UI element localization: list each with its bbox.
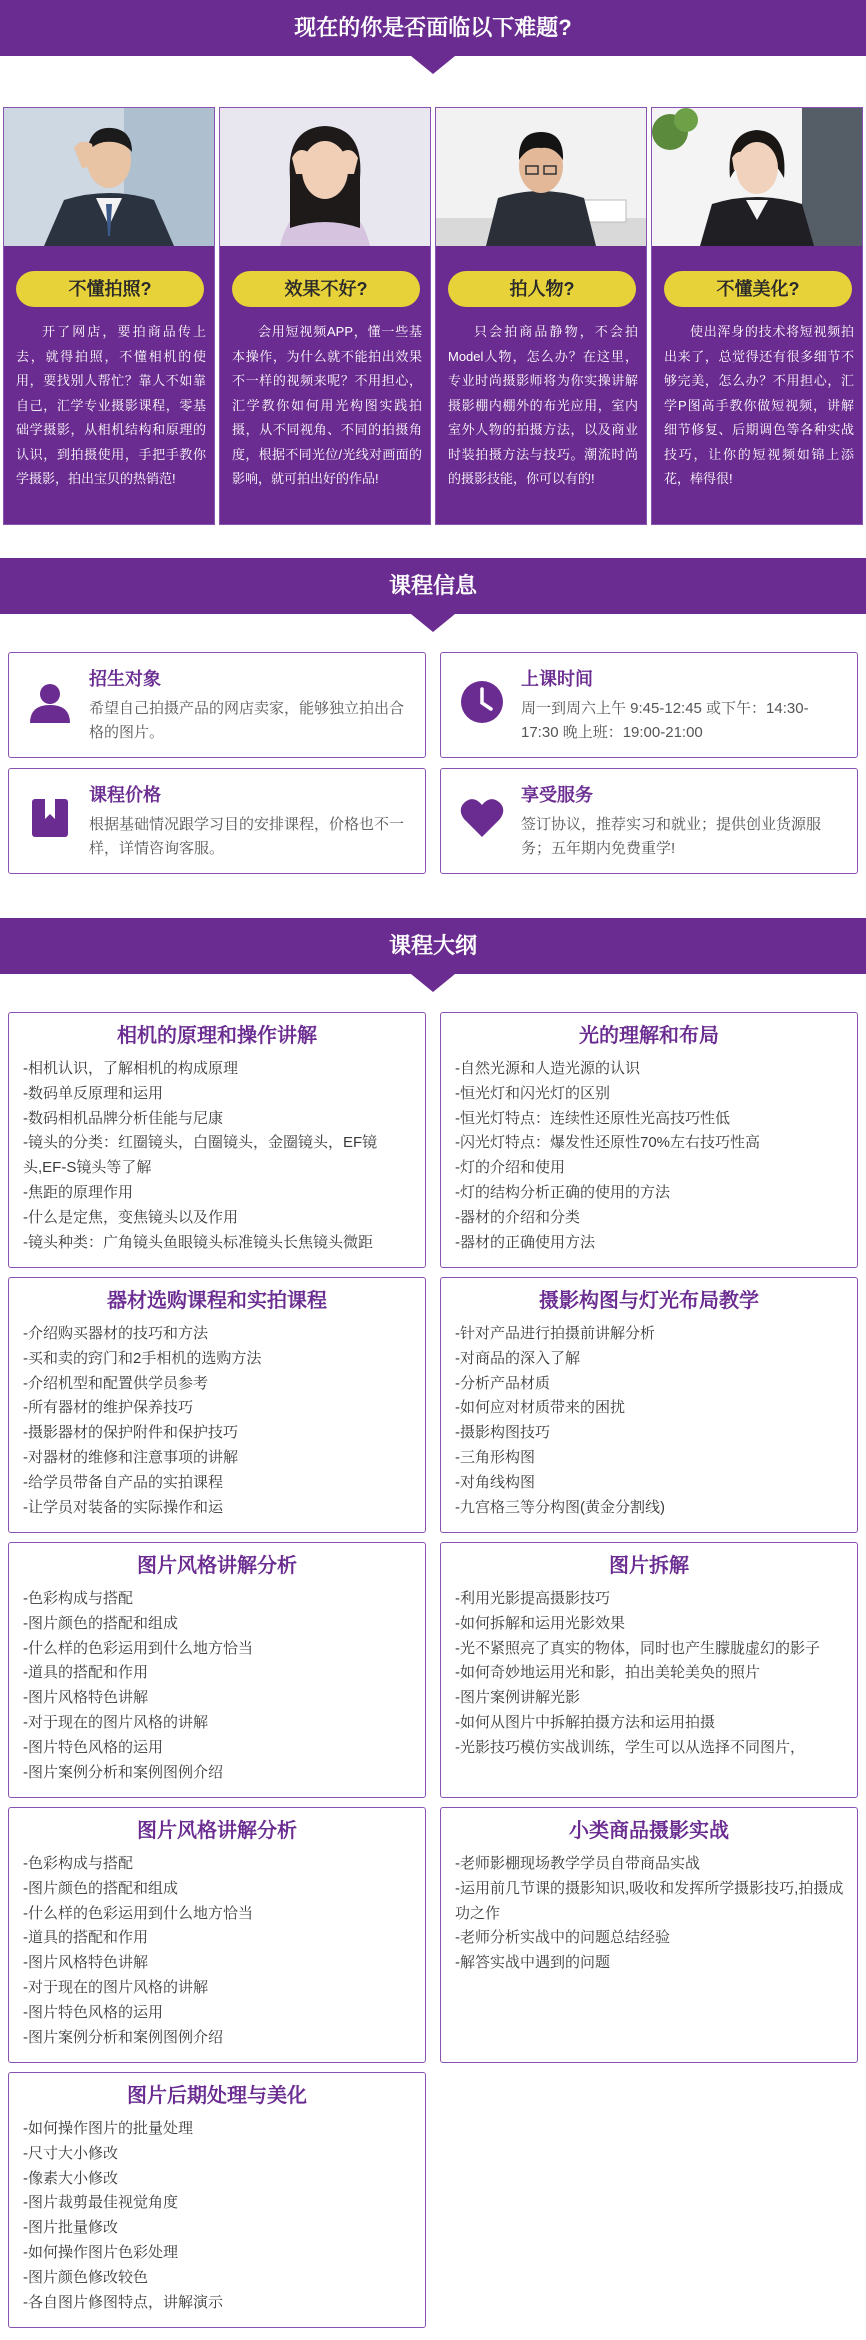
syllabus-card-title: 器材选购课程和实拍课程 [107,1290,327,1312]
list-item: -让学员对装备的实际操作和运 [23,1498,223,1516]
syllabus-card-title: 相机的原理和操作讲解 [117,1025,317,1047]
syllabus-card-title: 光的理解和布局 [579,1025,719,1047]
list-item: -图片风格特色讲解 [23,1689,148,1707]
list-item: -所有器材的维护保养技巧 [23,1399,193,1417]
info-card-service [440,768,858,874]
syllabus-card [8,2072,426,2328]
list-item: -摄影器材的保护附件和保护技巧 [23,1424,238,1442]
syllabus-card [440,1012,858,1268]
list-item: -买和卖的窍门和2手相机的选购方法 [23,1349,262,1367]
list-item: -如何操作图片色彩处理 [23,2243,178,2261]
list-item: -图片颜色修改较色 [23,2268,148,2286]
info-text: 签订协议，推荐实习和就业；提供创业货源服务；五年期内免费重学! [521,816,822,857]
syllabus-list [9,1322,425,1520]
list-item: -色彩构成与搭配 [23,1855,133,1872]
list-item: -数码相机品牌分析佳能与尼康 [23,1109,223,1127]
list-item: -光不紧照亮了真实的物体，同时也产生朦胧虚幻的影子 [455,1639,820,1657]
list-item: -如何从图片中拆解拍摄方法和运用拍摄 [455,1713,715,1731]
list-item: -图片批量修改 [23,2219,118,2237]
list-item: -尺寸大小修改 [23,2144,118,2162]
list-item: -什么样的色彩运用到什么地方恰当 [23,1904,253,1922]
section-banner-problems: 现在的你是否面临以下难题? [0,0,866,56]
list-item: -图片案例讲解光影 [455,1689,580,1707]
list-item: -对于现在的图片风格的讲解 [23,1978,208,1996]
list-item: -各自图片修图特点，讲解演示 [23,2293,223,2311]
info-title: 课程价格 [89,785,161,805]
list-item: -图片颜色的搭配和组成 [23,1614,178,1632]
syllabus-card [8,1807,426,2063]
syllabus-card [8,1277,426,1533]
list-item: -图片特色风格的运用 [23,2003,163,2021]
syllabus-list [441,1852,857,1976]
syllabus-card [440,1807,858,2063]
info-card-price [8,768,426,874]
problems-row [3,107,863,525]
list-item: -三角形构图 [455,1448,535,1466]
syllabus-card-title: 小类商品摄影实战 [569,1820,729,1842]
info-text: 根据基础情况跟学习目的安排课程，价格也不一样，详情咨询客服。 [89,816,405,857]
info-text: 周一到周六上午 9:45-12:45 或下午：14:30-17:30 晚上班：19:00-21:00 [521,700,809,741]
list-item: -针对产品进行拍摄前讲解分析 [455,1325,655,1342]
problem-photo [652,108,862,246]
list-item: -介绍购买器材的技巧和方法 [23,1325,208,1342]
list-item: -如何奇妙地运用光和影，拍出美轮美奂的照片 [455,1664,760,1682]
list-item: -器材的介绍和分类 [455,1208,580,1226]
problem-text: 会用短视频APP，懂一些基本操作，为什么就不能拍出效果不一样的视频来呢？不用担心，汇学教你如何用光构图实践拍摄，从不同视角、不同的拍摄角度，根据不同光位/光线对画面的影响，就可拍出好的作品! [232,324,422,486]
list-item: -恒光灯和闪光灯的区别 [455,1084,610,1102]
problem-card [435,107,647,525]
heart-icon [459,795,505,841]
syllabus-card-title: 图片风格讲解分析 [137,1820,297,1842]
problem-photo [220,108,430,246]
list-item: -对于现在的图片风格的讲解 [23,1713,208,1731]
list-item: -运用前几节课的摄影知识,吸收和发挥所学摄影技巧,拍摄成功之作 [455,1879,844,1922]
list-item: -图片特色风格的运用 [23,1738,163,1756]
list-item: -道具的搭配和作用 [23,1664,148,1682]
list-item: -解答实战中遇到的问题 [455,1954,610,1972]
syllabus-card [440,1277,858,1533]
person-icon [27,679,73,725]
problem-card [219,107,431,525]
list-item: -像素大小修改 [23,2169,118,2187]
problem-text: 开了网店，要拍商品传上去，就得拍照，不懂相机的使用，要找别人帮忙？靠人不如靠自己，汇学专业摄影课程，零基础学摄影，从相机结构和原理的认识，到拍摄使用，手把手教你学摄影，拍出宝贝的热销范! [16,324,206,486]
list-item: -镜头种类：广角镜头鱼眼镜头标准镜头长焦镜头微距 [23,1233,373,1251]
problem-card [651,107,863,525]
syllabus-list [9,1057,425,1255]
syllabus-card-title: 图片后期处理与美化 [127,2085,307,2107]
list-item: -给学员带备自产品的实拍课程 [23,1473,223,1491]
list-item: -老师影棚现场教学学员自带商品实战 [455,1855,700,1872]
section-banner-course-info: 课程信息 [0,558,866,614]
info-title: 上课时间 [521,669,593,689]
list-item: -如何操作图片的批量处理 [23,2120,193,2137]
list-item: -道具的搭配和作用 [23,1929,148,1947]
list-item: -焦距的原理作用 [23,1183,133,1201]
list-item: -数码单反原理和运用 [23,1084,163,1102]
list-item: -器材的正确使用方法 [455,1233,595,1251]
info-title: 享受服务 [521,785,593,805]
list-item: -什么是定焦，变焦镜头以及作用 [23,1208,238,1226]
list-item: -色彩构成与搭配 [23,1590,133,1607]
list-item: -利用光影提高摄影技巧 [455,1590,610,1607]
syllabus-list [441,1057,857,1255]
syllabus-card [440,1542,858,1798]
info-card-schedule [440,652,858,758]
syllabus-card-title: 图片拆解 [609,1555,689,1577]
syllabus-card [8,1012,426,1268]
list-item: -相机认识，了解相机的构成原理 [23,1060,238,1077]
syllabus-list [9,1587,425,1785]
list-item: -闪光灯特点：爆发性还原性70%左右技巧性高 [455,1134,761,1152]
list-item: -灯的介绍和使用 [455,1159,565,1177]
problem-title: 不懂拍照? [16,271,204,307]
syllabus-card-title: 图片风格讲解分析 [137,1555,297,1577]
list-item: -对角线构图 [455,1473,535,1491]
list-item: -对商品的深入了解 [455,1349,580,1367]
problem-text: 使出浑身的技术将短视频拍出来了，总觉得还有很多细节不够完美，怎么办？不用担心，汇学P图高手教你做短视频，讲解细节修复、后期调色等各种实战技巧，让你的短视频如锦上添花，棒得很! [664,324,854,486]
list-item: -自然光源和人造光源的认识 [455,1060,640,1077]
list-item: -九宫格三等分构图(黄金分割线) [455,1498,665,1516]
syllabus-card-title: 摄影构图与灯光布局教学 [539,1290,759,1312]
syllabus-card [8,1542,426,1798]
problem-photo [4,108,214,246]
syllabus-list [9,2117,425,2315]
syllabus-list [9,1852,425,2050]
list-item: -摄影构图技巧 [455,1424,550,1442]
list-item: -分析产品材质 [455,1374,550,1392]
list-item: -老师分析实战中的问题总结经验 [455,1929,670,1947]
problem-title: 拍人物? [448,271,636,307]
list-item: -图片颜色的搭配和组成 [23,1879,178,1897]
info-text: 希望自己拍摄产品的网店卖家，能够独立拍出合格的图片。 [89,700,405,741]
bookmark-icon [27,795,73,841]
info-title: 招生对象 [89,669,161,689]
clock-icon [459,679,505,725]
problem-card [3,107,215,525]
list-item: -光影技巧模仿实战训练，学生可以从选择不同图片， [455,1738,805,1756]
list-item: -图片裁剪最佳视觉角度 [23,2194,178,2212]
problem-title: 效果不好? [232,271,420,307]
list-item: -什么样的色彩运用到什么地方恰当 [23,1639,253,1657]
list-item: -图片案例分析和案例图例介绍 [23,2028,223,2046]
info-card-enrollment [8,652,426,758]
problem-text: 只会拍商品静物，不会拍Model人物，怎么办？在这里，专业时尚摄影师将为你实操讲解摄影棚内棚外的布光应用，室内室外人物的拍摄方法，以及商业时装拍摄方法与技巧。潮流时尚的摄影技能，你可以有的! [448,324,638,486]
list-item: -如何拆解和运用光影效果 [455,1614,625,1632]
list-item: -对器材的维修和注意事项的讲解 [23,1448,238,1466]
section-banner-syllabus: 课程大纲 [0,918,866,974]
list-item: -图片案例分析和案例图例介绍 [23,1763,223,1781]
problem-photo [436,108,646,246]
list-item: -灯的结构分析正确的使用的方法 [455,1183,670,1201]
syllabus-list [441,1587,857,1761]
list-item: -恒光灯特点：连续性还原性光高技巧性低 [455,1109,730,1127]
list-item: -如何应对材质带来的困扰 [455,1399,625,1417]
problem-title: 不懂美化? [664,271,852,307]
syllabus-list [441,1322,857,1520]
list-item: -镜头的分类：红圈镜头，白圈镜头，金圈镜头，EF镜头,EF-S镜头等了解 [23,1134,378,1177]
list-item: -图片风格特色讲解 [23,1954,148,1972]
list-item: -介绍机型和配置供学员参考 [23,1374,208,1392]
